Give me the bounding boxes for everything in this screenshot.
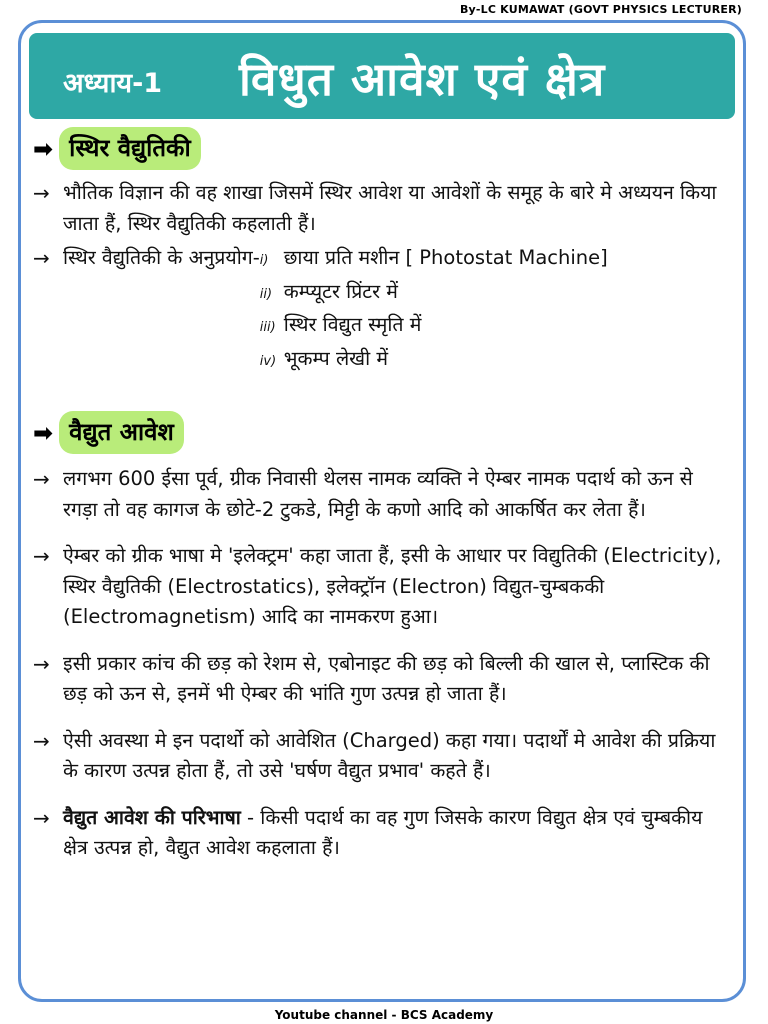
paragraph-charged: [33, 726, 733, 787]
chapter-label: अध्याय-1: [63, 68, 163, 99]
notes-content: [33, 121, 733, 864]
paragraph-text: [63, 803, 733, 864]
paragraph-electrum: [33, 541, 733, 633]
paragraph-rubbing: [33, 649, 733, 710]
page-frame: [18, 20, 746, 1002]
highlighted-heading: वैद्युत आवेश: [59, 411, 184, 454]
author-credit: By-LC KUMAWAT (GOVT PHYSICS LECTURER): [459, 3, 742, 16]
arrow-icon: →: [33, 651, 50, 676]
paragraph-text: ऐसी अवस्था मे इन पदार्थो को आवेशित (Charged) कहा गया। पदार्थों मे आवेश की प्रक्रिया के कारण उत्पन्न होता हैं, तो उसे 'घर्षण वैद्युत प्रभाव' कहते हैं।: [63, 728, 716, 782]
paragraph-history: [33, 464, 733, 525]
arrow-icon: →: [33, 467, 50, 491]
item-text: स्थिर विद्युत स्मृति में: [283, 313, 422, 336]
bold-arrow-icon: ➡: [33, 134, 54, 163]
highlighted-heading: स्थिर वैद्युतिकी: [59, 127, 201, 170]
arrow-icon: →: [33, 544, 50, 568]
paragraph-definition-charge: [33, 803, 733, 864]
paragraph-text: लगभग 600 ईसा पूर्व, ग्रीक निवासी थेलस नामक व्यक्ति ने ऐम्बर नामक पदार्थ को ऊन से रगड़ा तो वह कागज के छोटे-2 टुकडे, मिट्टी के कणो आदि को आकर्षित कर लेता हैं।: [63, 467, 693, 521]
list-item: [260, 243, 608, 277]
item-number: iv): [259, 353, 277, 369]
page-title: विधुत आवेश एवं क्षेत्र: [239, 52, 606, 106]
applications-list: [260, 243, 608, 377]
definition-text: - किसी पदार्थ का वह गुण जिसके कारण विद्युत क्षेत्र एवं चुम्बकीय क्षेत्र उत्पन्न हो, वैद्युत आवेश कहलाता हैं।: [63, 805, 703, 859]
list-item: [260, 277, 608, 311]
arrow-icon: →: [33, 246, 50, 270]
list-item: [260, 310, 608, 344]
arrow-icon: →: [33, 728, 50, 753]
applications-block: [33, 243, 733, 377]
paragraph-text: इसी प्रकार कांच की छड़ को रेशम से, एबोनाइट की छड़ को बिल्ली की खाल से, प्लास्टिक की छड़ को ऊन से, इनमें भी ऐम्बर की भांति गुण उत्पन्न हो जाता हैं।: [63, 651, 710, 705]
item-number: i): [259, 253, 269, 268]
paragraph-text: भौतिक विज्ञान की वह शाखा जिसमें स्थिर आवेश या आवेशों के समूह के बारे मे अध्ययन किया जाता हैं, स्थिर वैद्युतिकी कहलाती हैं।: [63, 181, 717, 235]
section-heading-electrostatics: [33, 127, 733, 170]
section-heading-electric-charge: [33, 411, 733, 454]
bold-arrow-icon: ➡: [33, 418, 54, 447]
item-text: कम्प्यूटर प्रिंटर में: [283, 279, 398, 303]
list-item: [260, 344, 608, 378]
item-number: iii): [259, 320, 276, 335]
item-text: छाया प्रति मशीन [ Photostat Machine]: [283, 246, 608, 269]
item-text: भूकम्प लेखी में: [283, 346, 389, 370]
applications-label: स्थिर वैद्युतिकी के अनुप्रयोग-: [63, 246, 260, 269]
arrow-icon: →: [33, 181, 50, 205]
arrow-icon: →: [33, 805, 50, 830]
footer-channel: Youtube channel - BCS Academy: [274, 1008, 494, 1022]
definition-term: वैद्युत आवेश की परिभाषा: [63, 805, 241, 829]
chapter-header: [29, 33, 735, 119]
paragraph-text: ऐम्बर को ग्रीक भाषा मे 'इलेक्ट्रम' कहा जाता हैं, इसी के आधार पर विद्युतिकी (Electricity), स्थिर वैद्युतिकी (Electrostatics), इलेक्ट्रॉन (Electron) विद्युत-चुम्बककी (Electromagnetism) आदि का नामकरण हुआ।: [63, 544, 722, 628]
item-number: ii): [259, 286, 273, 302]
definition-paragraph: [33, 178, 733, 239]
